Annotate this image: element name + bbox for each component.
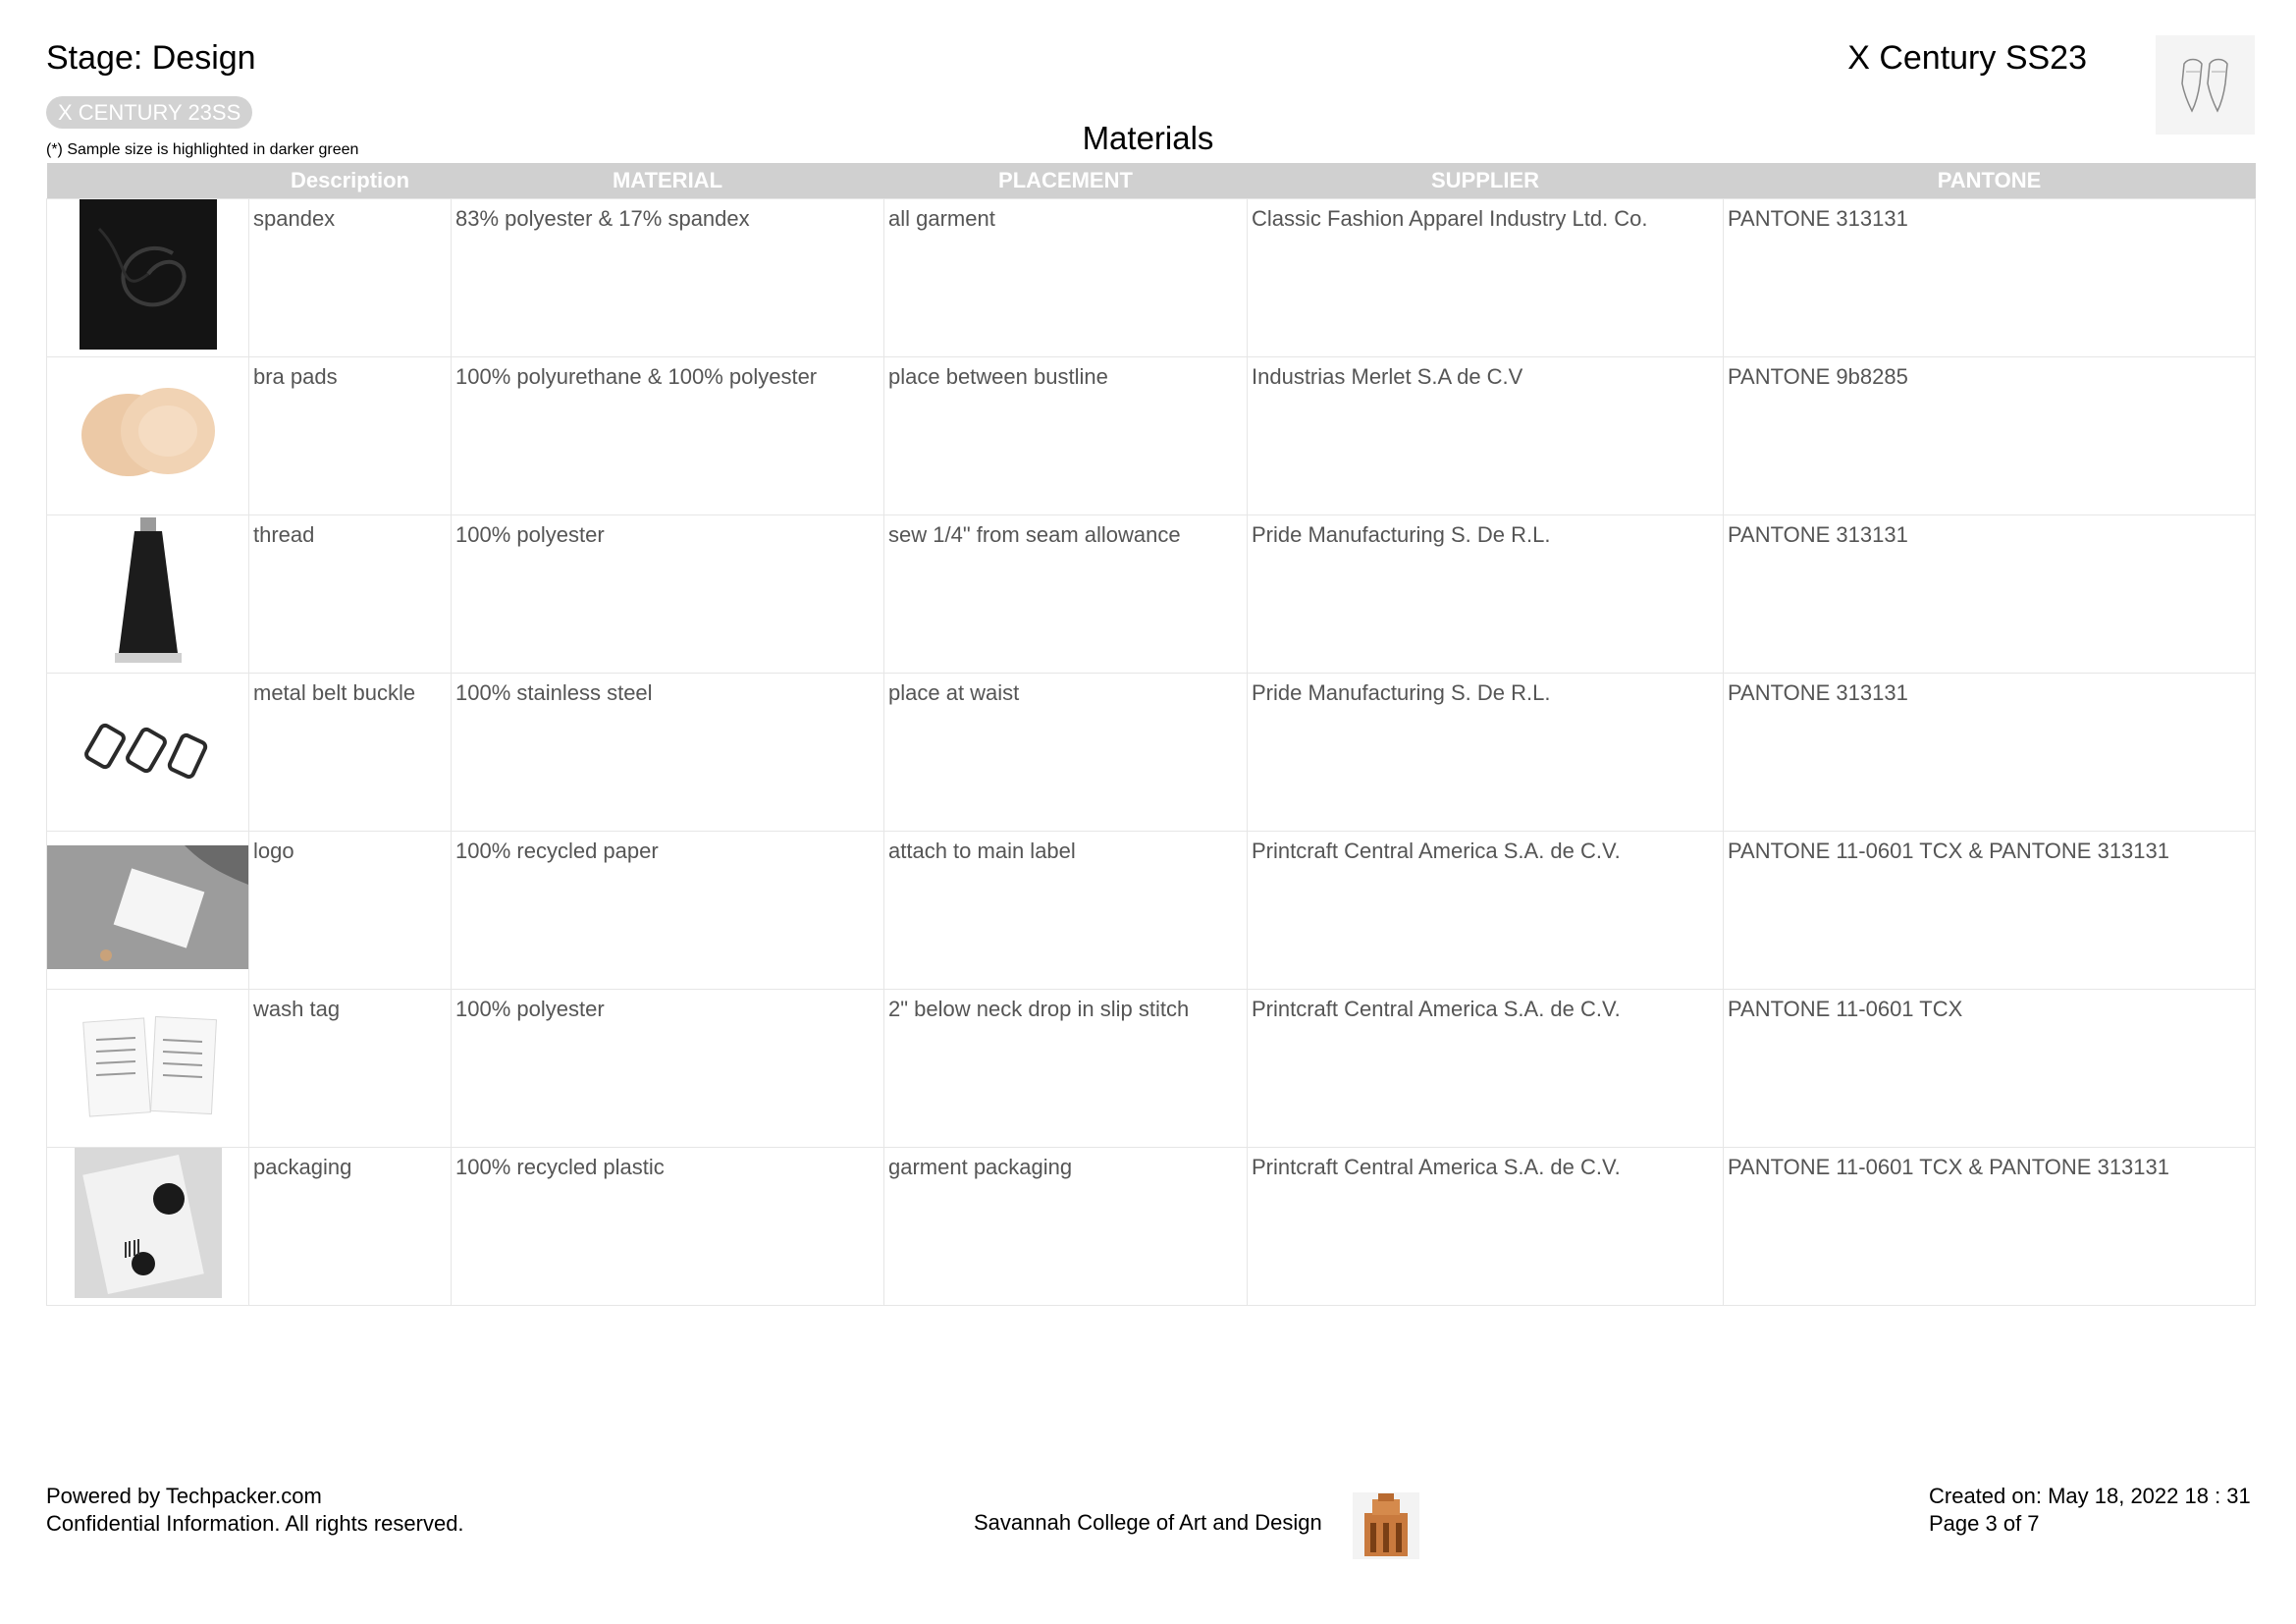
thread-spool-photo: [47, 515, 248, 666]
material-image-cell: [47, 990, 249, 1148]
supplier-cell: Printcraft Central America S.A. de C.V.: [1248, 832, 1724, 990]
column-header-image: [47, 163, 249, 199]
table-row: [47, 357, 2256, 515]
collection-title: X Century SS23: [1847, 39, 2087, 77]
black-fabric-swatch: [47, 199, 248, 350]
description-cell: thread: [249, 515, 452, 674]
placement-cell: place between bustline: [884, 357, 1248, 515]
supplier-cell: Industrias Merlet S.A de C.V: [1248, 357, 1724, 515]
pantone-cell: PANTONE 9b8285: [1724, 357, 2256, 515]
material-cell: 83% polyester & 17% spandex: [452, 199, 884, 357]
powered-by-link[interactable]: Powered by Techpacker.com: [46, 1484, 322, 1508]
material-cell: 100% polyester: [452, 515, 884, 674]
placement-cell: attach to main label: [884, 832, 1248, 990]
column-header-description: Description: [249, 163, 452, 199]
material-image-cell: [47, 199, 249, 357]
placement-cell: 2" below neck drop in slip stitch: [884, 990, 1248, 1148]
description-cell: logo: [249, 832, 452, 990]
table-row: [47, 199, 2256, 357]
column-header-placement: PLACEMENT: [884, 163, 1248, 199]
hang-tag-photo: [47, 832, 248, 982]
supplier-cell: Classic Fashion Apparel Industry Ltd. Co.: [1248, 199, 1724, 357]
footer-right: [1929, 1483, 2251, 1538]
column-header-material: MATERIAL: [452, 163, 884, 199]
packaging-photo: [47, 1148, 248, 1298]
material-image-cell: [47, 515, 249, 674]
pantone-cell: PANTONE 313131: [1724, 515, 2256, 674]
material-cell: 100% polyurethane & 100% polyester: [452, 357, 884, 515]
pantone-cell: PANTONE 313131: [1724, 199, 2256, 357]
description-cell: bra pads: [249, 357, 452, 515]
description-cell: wash tag: [249, 990, 452, 1148]
pantone-cell: PANTONE 11-0601 TCX & PANTONE 313131: [1724, 832, 2256, 990]
table-header-row: [47, 163, 2256, 199]
placement-cell: place at waist: [884, 674, 1248, 832]
column-header-pantone: PANTONE: [1724, 163, 2256, 199]
table-row: [47, 1148, 2256, 1306]
description-cell: packaging: [249, 1148, 452, 1306]
sample-size-note: (*) Sample size is highlighted in darker green: [46, 141, 359, 158]
material-cell: 100% polyester: [452, 990, 884, 1148]
description-cell: spandex: [249, 199, 452, 357]
supplier-cell: Pride Manufacturing S. De R.L.: [1248, 515, 1724, 674]
table-row: [47, 515, 2256, 674]
building-logo-icon: [1353, 1492, 1419, 1559]
placement-cell: garment packaging: [884, 1148, 1248, 1306]
pantone-cell: PANTONE 313131: [1724, 674, 2256, 832]
material-cell: 100% recycled plastic: [452, 1148, 884, 1306]
placement-cell: sew 1/4" from seam allowance: [884, 515, 1248, 674]
material-image-cell: [47, 832, 249, 990]
column-header-supplier: SUPPLIER: [1248, 163, 1724, 199]
description-cell: metal belt buckle: [249, 674, 452, 832]
placement-cell: all garment: [884, 199, 1248, 357]
collection-badge: X CENTURY 23SS: [46, 96, 252, 129]
material-image-cell: [47, 357, 249, 515]
stage-label: Stage: Design: [46, 39, 256, 77]
table-row: [47, 832, 2256, 990]
material-image-cell: [47, 674, 249, 832]
page-number: Page 3 of 7: [1929, 1511, 2040, 1536]
materials-table: [46, 163, 2256, 1306]
supplier-cell: Printcraft Central America S.A. de C.V.: [1248, 990, 1724, 1148]
confidential-notice: Confidential Information. All rights reserved.: [46, 1511, 464, 1536]
material-image-cell: [47, 1148, 249, 1306]
wash-tag-photo: [47, 990, 248, 1140]
material-cell: 100% recycled paper: [452, 832, 884, 990]
pantone-cell: PANTONE 11-0601 TCX: [1724, 990, 2256, 1148]
section-title: Materials: [1082, 120, 1214, 156]
belt-buckles-photo: [47, 674, 248, 824]
supplier-cell: Printcraft Central America S.A. de C.V.: [1248, 1148, 1724, 1306]
table-row: [47, 674, 2256, 832]
school-name: Savannah College of Art and Design: [974, 1510, 1322, 1535]
table-row: [47, 990, 2256, 1148]
created-date: Created on: May 18, 2022 18 : 31: [1929, 1484, 2251, 1508]
bra-pads-photo: [47, 357, 248, 508]
footer-left: [46, 1483, 464, 1538]
pantone-cell: PANTONE 11-0601 TCX & PANTONE 313131: [1724, 1148, 2256, 1306]
material-cell: 100% stainless steel: [452, 674, 884, 832]
supplier-cell: Pride Manufacturing S. De R.L.: [1248, 674, 1724, 832]
